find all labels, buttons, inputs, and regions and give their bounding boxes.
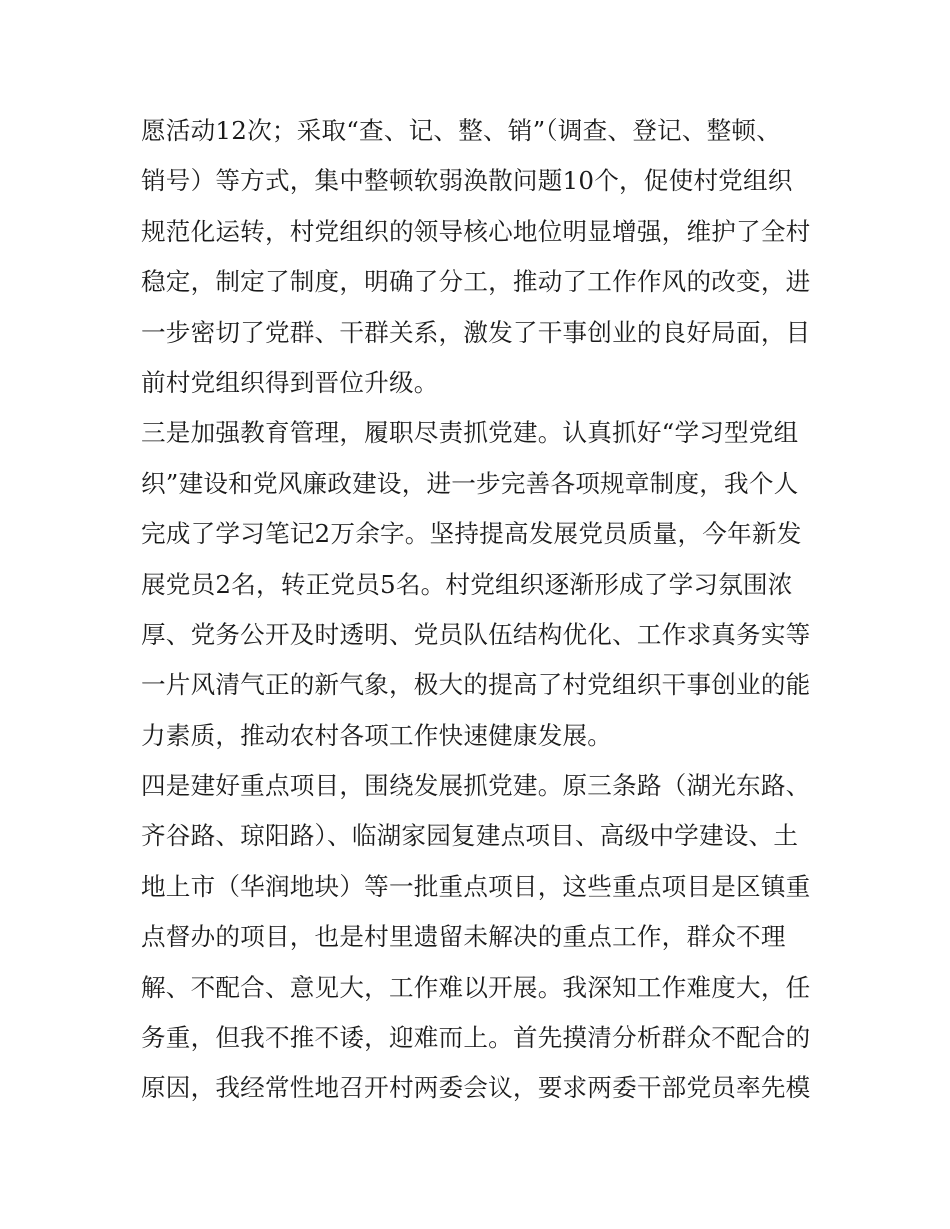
paragraph-start-line: 四是建好重点项目，围绕发展抓党建。原三条路（湖光东路、: [141, 771, 811, 801]
document-body: [141, 106, 821, 1114]
text-line: 完成了学习笔记2万余字。坚持提高发展党员质量，今年新发: [141, 519, 802, 549]
text-line: 销号）等方式，集中整顿软弱涣散问题10个，促使村党组织: [141, 166, 793, 196]
text-line: 点督办的项目，也是村里遗留未解决的重点工作，群众不理: [141, 922, 786, 952]
text-line: 原因，我经常性地召开村两委会议，要求两委干部党员率先模: [141, 1073, 811, 1103]
text-line: 齐谷路、琼阳路）、临湖家园复建点项目、高级中学建设、土: [141, 821, 799, 851]
text-line: 厚、党务公开及时透明、党员队伍结构优化、工作求真务实等: [141, 619, 811, 649]
text-line: 织”建设和党风廉政建设，进一步完善各项规章制度，我个人: [141, 468, 799, 498]
text-line: 愿活动12次；采取“查、记、整、销”（调查、登记、整顿、: [141, 116, 781, 145]
text-line: 一步密切了党群、干群关系，激发了干事创业的良好局面，目: [141, 317, 811, 347]
text-line: 前村党组织得到晋位升级。: [141, 367, 439, 397]
text-line: 稳定，制定了制度，明确了分工，推动了工作作风的改变，进: [141, 267, 811, 297]
text-line: 规范化运转，村党组织的领导核心地位明显增强，维护了全村: [141, 216, 811, 246]
text-line: 地上市（华润地块）等一批重点项目，这些重点项目是区镇重: [141, 871, 811, 901]
text-line: 解、不配合、意见大，工作难以开展。我深知工作难度大，任: [141, 972, 811, 1002]
text-line: 一片风清气正的新气象，极大的提高了村党组织干事创业的能: [141, 670, 811, 700]
text-line: 力素质，推动农村各项工作快速健康发展。: [141, 720, 613, 750]
paragraph-start-line: 三是加强教育管理，履职尽责抓党建。认真抓好“学习型党组: [141, 418, 799, 448]
text-line: 务重，但我不推不诿，迎难而上。首先摸清分析群众不配合的: [141, 1023, 811, 1053]
text-line: 展党员2名，转正党员5名。村党组织逐渐形成了学习氛围浓: [141, 569, 793, 599]
